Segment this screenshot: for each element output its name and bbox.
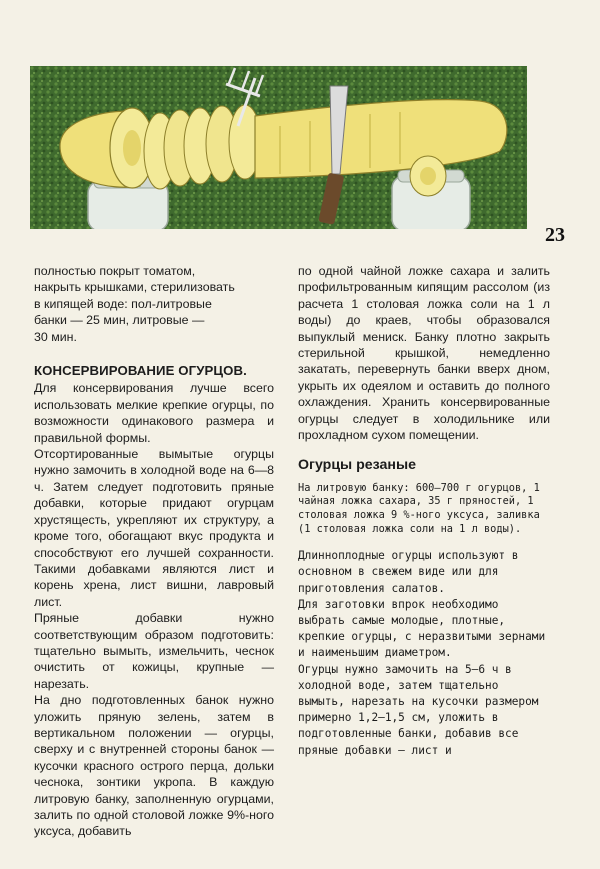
section-heading: КОНСЕРВИРОВАНИЕ ОГУРЦОВ. <box>34 363 247 379</box>
page-number: 23 <box>545 224 565 246</box>
continuation-line: полностью покрыт томатом, <box>34 264 196 278</box>
cucumber-slices <box>144 105 261 189</box>
continuation-line: 30 мин. <box>34 329 77 344</box>
continuation-line: в кипящей воде: пол-литровые <box>34 296 212 311</box>
continuation-line: накрыть крышками, стерилизовать <box>34 280 235 295</box>
paragraph: Для заготовки впрок необходимо выбрать самые молодые, плотные, крепкие огурцы, с неразвитыми зернами и наименьшим диаметром. <box>298 597 546 660</box>
paragraph: Длинноплодные огурцы используют в основном в свежем виде или для приготовления салатов. <box>298 549 519 595</box>
cucumber-illustration <box>30 66 527 229</box>
paragraph: Отсортированные вымытые огурцы нужно замочить в холодной воде на 6—8 ч. Затем следует подготовить пряные добавки, которые придают огурцам хрустящесть, укрепляют их структуру, а кроме того, обогащают вкус продукта и способствуют его лучшей сохранности. Такими добавками являются лист и корень хрена, лист вишни, лавровый лист. <box>34 447 274 609</box>
paragraph: Огурцы нужно замочить на 5—6 ч в холодной воде, затем тщательно вымыть, нарезать на кусочки размером примерно 1,2—1,5 см, уложить в подготовленные банки, добавив все пряные добавки — лист и <box>298 662 539 757</box>
paragraph: Пряные добавки нужно соответствующим образом подготовить: тщательно вымыть, измельчить, чеснок очистить от кожицы, крупные — нарезать. <box>34 611 274 691</box>
continuation-line: банки — 25 мин, литровые — <box>34 313 205 328</box>
ingredients: На литровую банку: 600—700 г огурцов, 1 чайная ложка сахара, 35 г пряностей, 1 столовая ложка 9 %-ного уксуса, заливка (1 столовая ложка соли на 1 л воды). <box>298 481 540 535</box>
cucumber-slices-fork-knife-jars-illustration <box>30 66 527 229</box>
paragraph: Для консервирования лучше всего использовать мелкие крепкие огурцы, по возможности одинакового размера и правильной формы. <box>34 381 274 445</box>
paragraph: по одной чайной ложке сахара и залить профильтрованным кипящим рассолом (из расчета 1 столовая ложка соли на 1 л воды) до краев, чтобы образовался выпуклый мениск. Банку плотно закрыть стерильной крышкой, немедленно закатать, перевернуть банки вверх дном, укрыть их одеялом и оставить до полного охлаждения. Хранить консервированные огурцы следует в холодильнике или прохладном сухом помещении. <box>298 264 550 443</box>
paragraph: На дно подготовленных банок нужно уложить пряную зелень, затем в вертикальном положении — огурцы, сверху и с внутренней стороны банок — кусочки красного острого перца, дольки чеснока, зонтики укропа. В каждую литровую банку, заполненную огурцами, залить по одной столовой ложке 9%-ного уксуса, добавить <box>34 693 274 839</box>
cucumber-slice-right <box>410 156 446 196</box>
left-column <box>34 263 274 840</box>
recipe-heading: Огурцы резаные <box>298 457 416 474</box>
right-column <box>298 263 550 759</box>
continuation-lines <box>34 263 274 345</box>
